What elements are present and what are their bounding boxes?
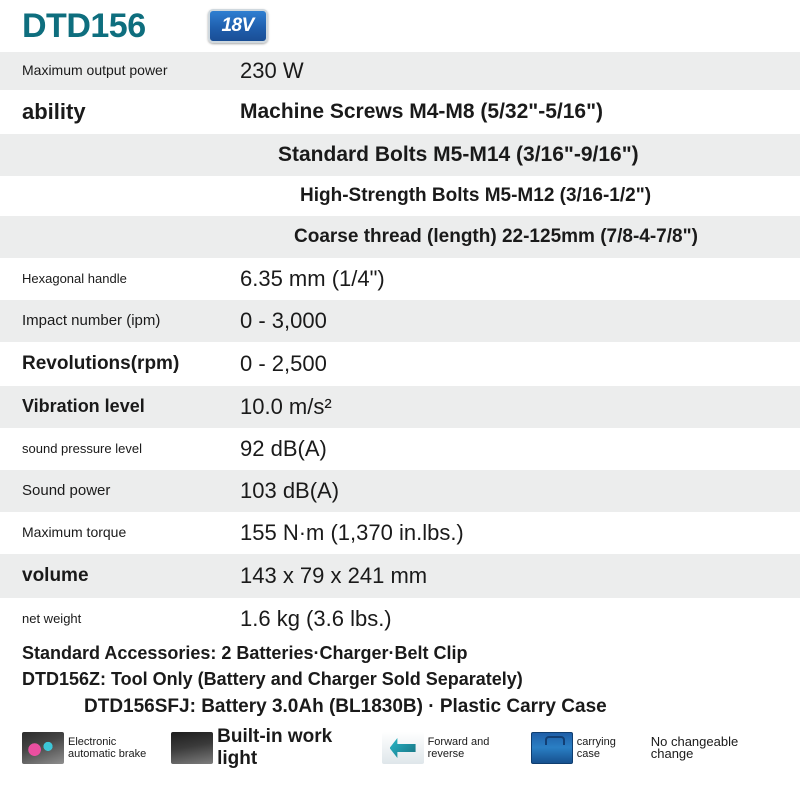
table-row xyxy=(0,52,800,90)
spec-value: 92 dB(A) xyxy=(240,435,327,461)
accessories-line-standard: Standard Accessories: 2 Batteries·Charger·Belt Clip xyxy=(22,643,468,663)
table-row xyxy=(0,554,800,598)
table-row xyxy=(0,176,800,216)
feature-label: Built-in work light xyxy=(217,726,333,769)
spec-table xyxy=(0,52,800,640)
spec-value: Machine Screws M4-M8 (5/32"-5/16") xyxy=(240,100,604,124)
spec-label: Hexagonal handle xyxy=(22,270,127,286)
spec-label: sound pressure level xyxy=(22,440,142,456)
feature-label: carrying case xyxy=(576,736,616,760)
feature-label: Forward and reverse xyxy=(427,736,490,760)
spec-value: 6.35 mm (1/4") xyxy=(240,265,385,291)
table-row xyxy=(0,216,800,258)
spec-label: Vibration level xyxy=(22,396,145,417)
spec-label: ability xyxy=(22,98,86,124)
spec-value: 10.0 m/s² xyxy=(240,393,332,419)
sheet-header xyxy=(0,0,800,52)
page-title: DTD156 xyxy=(22,6,146,45)
table-row xyxy=(0,90,800,134)
spec-value: 155 N·m (1,370 in.lbs.) xyxy=(240,519,464,545)
spec-label: net weight xyxy=(22,610,82,626)
feature-no-changeable-change xyxy=(651,736,778,760)
spec-value: 103 dB(A) xyxy=(240,477,340,503)
spec-label: Revolutions(rpm) xyxy=(22,352,180,374)
voltage-badge xyxy=(208,9,268,43)
spec-value: Coarse thread (length) 22-125mm (7/8-4-7/8") xyxy=(294,225,698,247)
accessories-line-tool-only: DTD156Z: Tool Only (Battery and Charger Sold Separately) xyxy=(22,669,523,689)
accessories-block xyxy=(0,640,800,722)
accessories-line-kit: DTD156SFJ: Battery 3.0Ah (BL1830B) · Plastic Carry Case xyxy=(84,696,607,717)
spec-value: 0 - 3,000 xyxy=(240,307,327,333)
spec-value: 230 W xyxy=(240,57,304,83)
voltage-badge-label: 18V xyxy=(221,15,254,36)
spec-label: Maximum torque xyxy=(22,524,127,541)
table-row xyxy=(0,258,800,300)
work-light-icon xyxy=(171,732,213,764)
table-row xyxy=(0,470,800,512)
table-row xyxy=(0,300,800,342)
feature-forward-reverse xyxy=(382,732,517,764)
spec-value: Standard Bolts M5-M14 (3/16"-9/16") xyxy=(278,143,639,167)
table-row xyxy=(0,386,800,428)
feature-label: Electronic automatic brake xyxy=(68,736,147,760)
feature-label: No changeable change xyxy=(650,734,739,761)
feature-electronic-brake xyxy=(22,732,157,764)
spec-label: Sound power xyxy=(22,481,111,499)
electronic-brake-icon xyxy=(22,732,64,764)
table-row xyxy=(0,512,800,554)
spec-label: volume xyxy=(22,564,89,586)
feature-footer xyxy=(0,722,800,774)
forward-reverse-icon xyxy=(382,732,424,764)
feature-work-light xyxy=(171,726,367,770)
table-row xyxy=(0,428,800,470)
spec-value: 0 - 2,500 xyxy=(240,350,327,376)
carrying-case-icon xyxy=(531,732,573,764)
spec-label: Impact number (ipm) xyxy=(22,311,161,329)
table-row xyxy=(0,598,800,640)
spec-label: Maximum output power xyxy=(22,62,168,79)
spec-value: 1.6 kg (3.6 lbs.) xyxy=(240,605,392,631)
table-row xyxy=(0,134,800,176)
spec-value: High-Strength Bolts M5-M12 (3/16-1/2") xyxy=(300,184,652,206)
table-row xyxy=(0,342,800,386)
feature-carrying-case xyxy=(531,732,637,764)
spec-value: 143 x 79 x 241 mm xyxy=(240,562,428,588)
